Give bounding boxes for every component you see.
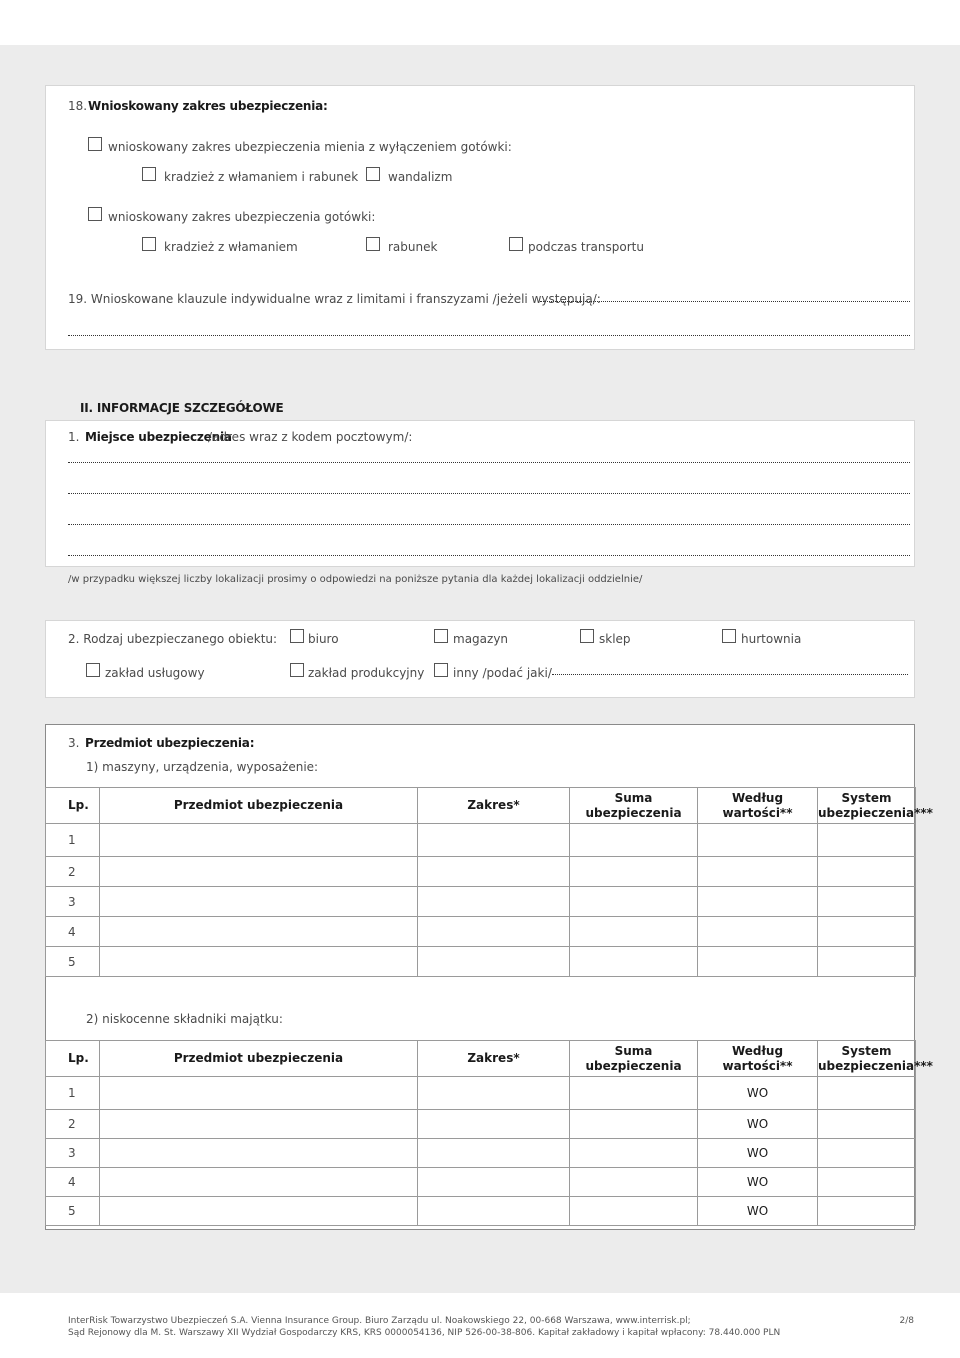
- q3-sub1-label: 1) maszyny, urządzenia, wyposażenie:: [86, 760, 319, 774]
- cell-wartosc[interactable]: [698, 857, 818, 887]
- col-system-header: System ubezpieczenia***: [818, 1041, 916, 1077]
- cell-wartosc[interactable]: [698, 947, 818, 977]
- opt-hurtownia-label: hurtownia: [741, 632, 802, 646]
- inny-fill-line[interactable]: [552, 673, 908, 675]
- footer-line-2: Sąd Rejonowy dla M. St. Warszawy XII Wydział Gospodarczy KRS, KRS 0000054136, NIP 526-00-38-806. Kapitał zakładowy i kapitał wpłacony: 78.440.000 PLN: [68, 1328, 781, 1338]
- address-line-2[interactable]: [68, 492, 910, 494]
- cell-przedmiot[interactable]: [100, 824, 418, 857]
- section-2-heading: II. INFORMACJE SZCZEGÓŁOWE: [80, 401, 284, 415]
- cell-suma[interactable]: [570, 824, 698, 857]
- cell-suma[interactable]: [570, 1168, 698, 1197]
- q3-number: 3.: [68, 736, 80, 750]
- opt-biuro-label: biuro: [308, 632, 339, 646]
- col-zakres-header: Zakres*: [418, 788, 570, 824]
- cell-zakres[interactable]: [418, 1197, 570, 1226]
- col-system-header: System ubezpieczenia***: [818, 788, 916, 824]
- cell-wartosc[interactable]: [698, 887, 818, 917]
- checkbox-mienie-kradziez-rabunek[interactable]: [142, 167, 156, 181]
- cell-zakres[interactable]: [418, 824, 570, 857]
- s19-fill-line-1[interactable]: [540, 300, 910, 302]
- q1-number: 1.: [68, 430, 80, 444]
- cell-przedmiot[interactable]: [100, 917, 418, 947]
- cell-zakres[interactable]: [418, 887, 570, 917]
- opt-sklep-label: sklep: [599, 632, 631, 646]
- opt-magazyn-label: magazyn: [453, 632, 509, 646]
- cell-zakres[interactable]: [418, 857, 570, 887]
- low-value-table-header: [46, 1041, 916, 1077]
- footer-line-1: InterRisk Towarzystwo Ubezpieczeń S.A. Vienna Insurance Group. Biuro Zarządu ul. Noakowskiego 22, 00-668 Warszawa, www.interrisk.pl;: [68, 1316, 691, 1326]
- col-lp-header: Lp.: [46, 1041, 100, 1077]
- cell-suma[interactable]: [570, 1197, 698, 1226]
- checkbox-hurtownia[interactable]: [722, 629, 736, 643]
- col-zakres-header: Zakres*: [418, 1041, 570, 1077]
- cell-suma[interactable]: [570, 1139, 698, 1168]
- col-suma-header: Suma ubezpieczenia: [570, 1041, 698, 1077]
- cell-system[interactable]: [818, 1077, 916, 1110]
- q2-label: 2. Rodzaj ubezpieczanego obiektu:: [68, 632, 278, 646]
- col-wartosc-header: Według wartości**: [698, 1041, 818, 1077]
- col-wartosc-header: Według wartości**: [698, 788, 818, 824]
- cell-zakres[interactable]: [418, 1168, 570, 1197]
- opt-mienie-label: wnioskowany zakres ubezpieczenia mienia z wyłączeniem gotówki:: [108, 140, 512, 154]
- cell-przedmiot[interactable]: [100, 1197, 418, 1226]
- table-row: [46, 1168, 916, 1197]
- table-row: [46, 1139, 916, 1168]
- table-row: [46, 857, 916, 887]
- cell-system[interactable]: [818, 1197, 916, 1226]
- cell-przedmiot[interactable]: [100, 1077, 418, 1110]
- opt-zaklad-uslugowy-label: zakład usługowy: [105, 666, 205, 680]
- col-lp-header: Lp.: [46, 788, 100, 824]
- address-line-4[interactable]: [68, 554, 910, 556]
- col-przedmiot-header: Przedmiot ubezpieczenia: [100, 1041, 418, 1077]
- cell-suma[interactable]: [570, 917, 698, 947]
- table-row: [46, 1077, 916, 1110]
- cell-wartosc: WO: [698, 1197, 818, 1226]
- low-value-assets-table: [45, 1040, 933, 1226]
- cell-przedmiot[interactable]: [100, 947, 418, 977]
- cell-system[interactable]: [818, 947, 916, 977]
- cell-suma[interactable]: [570, 887, 698, 917]
- table-row: [46, 1110, 916, 1139]
- q1-rest-label: /adres wraz z kodem pocztowym/:: [208, 430, 413, 444]
- q1-bold-label: Miejsce ubezpieczenia: [85, 430, 232, 444]
- opt-zaklad-produkcyjny-label: zakład produkcyjny: [308, 666, 425, 680]
- row-number: 4: [46, 1168, 100, 1197]
- row-number: 1: [46, 1077, 100, 1110]
- row-number: 4: [46, 917, 100, 947]
- row-number: 3: [46, 1139, 100, 1168]
- table-row: [46, 824, 916, 857]
- opt-inny-label: inny /podać jaki/: [453, 666, 552, 680]
- page-top-margin: [0, 0, 960, 45]
- cell-suma[interactable]: [570, 857, 698, 887]
- row-number: 1: [46, 824, 100, 857]
- machines-table: [45, 787, 933, 977]
- opt-gotowka-transport-label: podczas transportu: [528, 240, 644, 254]
- locations-note: /w przypadku większej liczby lokalizacji prosimy o odpowiedzi na poniższe pytania dla każdej lokalizacji oddzielnie/: [68, 574, 643, 585]
- address-line-1[interactable]: [68, 461, 910, 463]
- cell-przedmiot[interactable]: [100, 887, 418, 917]
- cell-zakres[interactable]: [418, 917, 570, 947]
- machines-table-header: [46, 788, 916, 824]
- s18-number: 18.: [68, 99, 88, 113]
- cell-wartosc: WO: [698, 1077, 818, 1110]
- cell-system[interactable]: [818, 1110, 916, 1139]
- cell-wartosc: WO: [698, 1139, 818, 1168]
- s19-label: 19. Wnioskowane klauzule indywidualne wraz z limitami i franszyzami /jeżeli występują/:: [68, 292, 601, 306]
- opt-mienie-kradziez-rabunek-label: kradzież z włamaniem i rabunek: [164, 170, 359, 184]
- opt-gotowka-rabunek-label: rabunek: [388, 240, 438, 254]
- cell-zakres[interactable]: [418, 1110, 570, 1139]
- row-number: 3: [46, 887, 100, 917]
- cell-system[interactable]: [818, 1139, 916, 1168]
- checkbox-wandalizm[interactable]: [366, 167, 380, 181]
- cell-suma[interactable]: [570, 1077, 698, 1110]
- cell-system[interactable]: [818, 824, 916, 857]
- s19-fill-line-2[interactable]: [68, 334, 910, 336]
- table-row: [46, 887, 916, 917]
- table-row: [46, 947, 916, 977]
- q3-sub2-label: 2) niskocenne składniki majątku:: [86, 1012, 283, 1026]
- checkbox-inny[interactable]: [434, 663, 448, 677]
- address-line-3[interactable]: [68, 523, 910, 525]
- row-number: 5: [46, 1197, 100, 1226]
- cell-system[interactable]: [818, 887, 916, 917]
- cell-system[interactable]: [818, 1168, 916, 1197]
- opt-wandalizm-label: wandalizm: [388, 170, 453, 184]
- cell-suma[interactable]: [570, 1110, 698, 1139]
- cell-zakres[interactable]: [418, 1077, 570, 1110]
- checkbox-gotowka[interactable]: [88, 207, 102, 221]
- cell-zakres[interactable]: [418, 1139, 570, 1168]
- cell-zakres[interactable]: [418, 947, 570, 977]
- cell-przedmiot[interactable]: [100, 857, 418, 887]
- checkbox-gotowka-kradziez[interactable]: [142, 237, 156, 251]
- row-number: 2: [46, 1110, 100, 1139]
- cell-system[interactable]: [818, 917, 916, 947]
- cell-system[interactable]: [818, 857, 916, 887]
- checkbox-biuro[interactable]: [290, 629, 304, 643]
- opt-gotowka-kradziez-label: kradzież z włamaniem: [164, 240, 298, 254]
- opt-gotowka-label: wnioskowany zakres ubezpieczenia gotówki:: [108, 210, 376, 224]
- s18-title: Wnioskowany zakres ubezpieczenia:: [88, 99, 328, 113]
- checkbox-mienie[interactable]: [88, 137, 102, 151]
- checkbox-magazyn[interactable]: [434, 629, 448, 643]
- page-number: 2/8: [899, 1316, 914, 1326]
- checkbox-gotowka-rabunek[interactable]: [366, 237, 380, 251]
- checkbox-sklep[interactable]: [580, 629, 594, 643]
- cell-wartosc: WO: [698, 1110, 818, 1139]
- col-przedmiot-header: Przedmiot ubezpieczenia: [100, 788, 418, 824]
- cell-przedmiot[interactable]: [100, 1110, 418, 1139]
- checkbox-zaklad-uslugowy[interactable]: [86, 663, 100, 677]
- checkbox-gotowka-transport[interactable]: [509, 237, 523, 251]
- cell-suma[interactable]: [570, 947, 698, 977]
- cell-wartosc[interactable]: [698, 917, 818, 947]
- table-row: [46, 917, 916, 947]
- row-number: 5: [46, 947, 100, 977]
- cell-wartosc[interactable]: [698, 824, 818, 857]
- cell-wartosc: WO: [698, 1168, 818, 1197]
- cell-przedmiot[interactable]: [100, 1168, 418, 1197]
- row-number: 2: [46, 857, 100, 887]
- checkbox-zaklad-produkcyjny[interactable]: [290, 663, 304, 677]
- cell-przedmiot[interactable]: [100, 1139, 418, 1168]
- col-suma-header: Suma ubezpieczenia: [570, 788, 698, 824]
- q3-title: Przedmiot ubezpieczenia:: [85, 736, 255, 750]
- table-row: [46, 1197, 916, 1226]
